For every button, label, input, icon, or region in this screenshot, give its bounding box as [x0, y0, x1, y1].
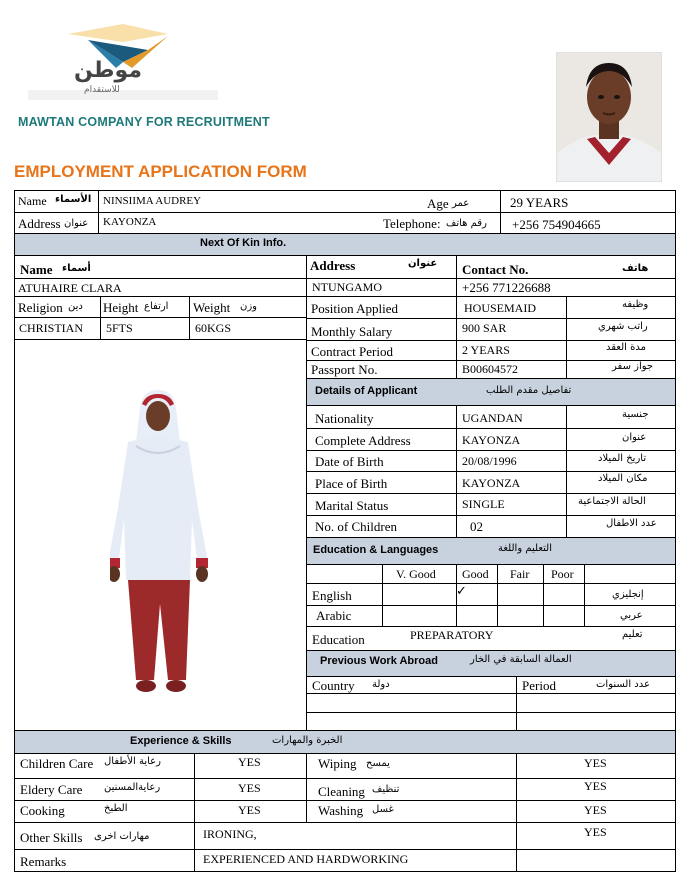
detail-label: Marital Status [315, 498, 389, 513]
kin-name: ATUHAIRE CLARA [18, 281, 122, 295]
detail-value: KAYONZA [462, 476, 521, 490]
kin-contact-label: Contact No. [462, 262, 529, 277]
detail-value: 02 [470, 519, 483, 534]
job-label: Contract Period [311, 344, 393, 359]
job-label: Passport No. [311, 362, 378, 377]
next-of-kin-title: Next Of Kin Info. [200, 237, 287, 249]
kin-name-label-ar: أسماء [62, 263, 91, 274]
detail-value: SINGLE [462, 497, 505, 511]
kin-contact: +256 771226688 [462, 280, 551, 295]
weight-label-ar: وزن [240, 301, 258, 312]
arabic-label: Arabic [316, 608, 352, 623]
detail-label: Nationality [315, 411, 374, 426]
country-label-ar: دولة [372, 679, 390, 690]
skill-other: Other Skills [20, 830, 83, 845]
job-value: 900 SAR [462, 321, 507, 335]
age-value: 29 YEARS [510, 195, 569, 210]
kin-address-label: Address [310, 258, 356, 273]
skill-cooking-ar: الطبخ [104, 803, 128, 814]
period-label: Period [522, 678, 556, 693]
detail-value: 20/08/1996 [462, 454, 517, 468]
age-label: Age [427, 196, 449, 211]
name-label: Name [18, 194, 47, 208]
education-label: Education [312, 632, 365, 647]
job-label-ar: وظيفه [622, 299, 649, 310]
kin-name-label: Name [20, 262, 53, 277]
telephone-label: Telephone: [383, 216, 441, 231]
job-label-ar: جواز سفر [612, 361, 654, 372]
kin-contact-label-ar: هاتف [622, 263, 649, 274]
skills-title-ar: الخبرة والمهارات [272, 735, 343, 746]
detail-label: Place of Birth [315, 476, 388, 491]
detail-label: Complete Address [315, 433, 411, 448]
skill-washing-ar: غسل [372, 804, 394, 815]
job-value: HOUSEMAID [464, 301, 536, 315]
detail-label: Date of Birth [315, 454, 384, 469]
detail-label-ar: الحالة الاجتماعية [578, 496, 646, 507]
detail-value: UGANDAN [462, 411, 523, 425]
level-poor: Poor [551, 567, 574, 581]
education-value: PREPARATORY [410, 628, 494, 642]
english-label-ar: إنجليزي [612, 589, 644, 600]
religion-label: Religion [18, 300, 63, 315]
skill-children-care-ar: رعاية الأطفال [104, 756, 161, 767]
form-title: EMPLOYMENT APPLICATION FORM [14, 162, 307, 181]
skill-cleaning: Cleaning [318, 784, 365, 799]
address-label: Address [18, 216, 61, 231]
level-fair: Fair [510, 567, 530, 581]
company-name: MAWTAN COMPANY FOR RECRUITMENT [18, 115, 270, 129]
level-good: Good [462, 567, 489, 581]
detail-label-ar: عنوان [622, 432, 647, 443]
skill-wiping-ar: يمسح [366, 758, 390, 769]
details-title-ar: تفاصيل مقدم الطلب [486, 385, 572, 396]
kin-address-label-ar: عنوان [408, 258, 438, 269]
work-abroad-title: Previous Work Abroad [320, 655, 438, 667]
skill-wiping: Wiping [318, 756, 357, 771]
logo-subtitle: للاستقدام [84, 85, 120, 95]
detail-label-ar: جنسية [622, 409, 649, 420]
height-value: 5FTS [106, 321, 133, 335]
skill-cooking: Cooking [20, 803, 65, 818]
kin-address: NTUNGAMO [312, 280, 382, 294]
company-logo [28, 10, 218, 106]
skill-other-ar: مهارات اخرى [94, 831, 150, 842]
english-check-icon: ✓ [456, 583, 467, 598]
telephone-value: +256 754904665 [512, 217, 601, 232]
age-label-ar: عمر [452, 198, 470, 209]
skill-cleaning-value: YES [584, 779, 607, 793]
skill-children-care: Children Care [20, 756, 94, 771]
detail-label-ar: مكان الميلاد [598, 473, 648, 484]
applicant-address: KAYONZA [103, 216, 157, 228]
job-label-ar: راتب شهري [598, 321, 648, 332]
passport-photo [556, 52, 662, 182]
work-abroad-title-ar: العمالة السابقة في الخار [470, 654, 572, 665]
level-vgood: V. Good [396, 567, 436, 581]
skill-other-value: IRONING, [203, 827, 257, 841]
skill-other-yes: YES [584, 825, 607, 839]
weight-value: 60KGS [195, 321, 232, 335]
skill-eldery-care: Eldery Care [20, 782, 83, 797]
religion-value: CHRISTIAN [19, 321, 84, 335]
english-label: English [312, 588, 352, 603]
country-label: Country [312, 678, 355, 693]
job-label: Monthly Salary [311, 324, 393, 339]
height-label-ar: ارتفاع [144, 301, 169, 312]
job-value: 2 YEARS [462, 343, 510, 357]
religion-label-ar: دين [68, 301, 83, 312]
height-label: Height [103, 300, 139, 315]
skill-washing-value: YES [584, 803, 607, 817]
full-body-photo [110, 390, 220, 710]
address-label-ar: عنوان [64, 218, 89, 229]
skill-eldery-care-value: YES [238, 781, 261, 795]
skill-wiping-value: YES [584, 756, 607, 770]
remarks-value: EXPERIENCED AND HARDWORKING [203, 852, 409, 866]
skill-washing: Washing [318, 803, 364, 818]
detail-value: KAYONZA [462, 433, 521, 447]
name-label-ar: الأسماء [55, 194, 92, 205]
education-title-ar: التعليم واللغة [498, 543, 552, 554]
job-label-ar: مدة العقد [606, 342, 646, 353]
skill-cleaning-ar: تنظيف [372, 784, 400, 795]
skill-eldery-care-ar: رعايةالمسنين [104, 782, 161, 793]
period-label-ar: عدد السنوات [596, 679, 650, 690]
details-title: Details of Applicant [315, 385, 418, 397]
detail-label-ar: تاريخ الميلاد [598, 453, 647, 464]
weight-label: Weight [193, 300, 231, 315]
detail-label: No. of Children [315, 519, 397, 534]
remarks-label: Remarks [20, 854, 67, 869]
logo-arabic-text: موطن [74, 58, 142, 83]
applicant-name: NINSIIMA AUDREY [103, 195, 202, 207]
education-label-ar: تعليم [622, 629, 643, 640]
telephone-label-ar: رقم هاتف [446, 218, 487, 229]
skill-children-care-value: YES [238, 755, 261, 769]
skills-title: Experience & Skills [130, 735, 232, 747]
job-value: B00604572 [462, 362, 519, 376]
skill-cooking-value: YES [238, 803, 261, 817]
arabic-label-ar: عربي [620, 610, 643, 621]
education-title: Education & Languages [313, 544, 439, 556]
job-label: Position Applied [311, 301, 399, 316]
detail-label-ar: عدد الاطفال [606, 518, 657, 529]
